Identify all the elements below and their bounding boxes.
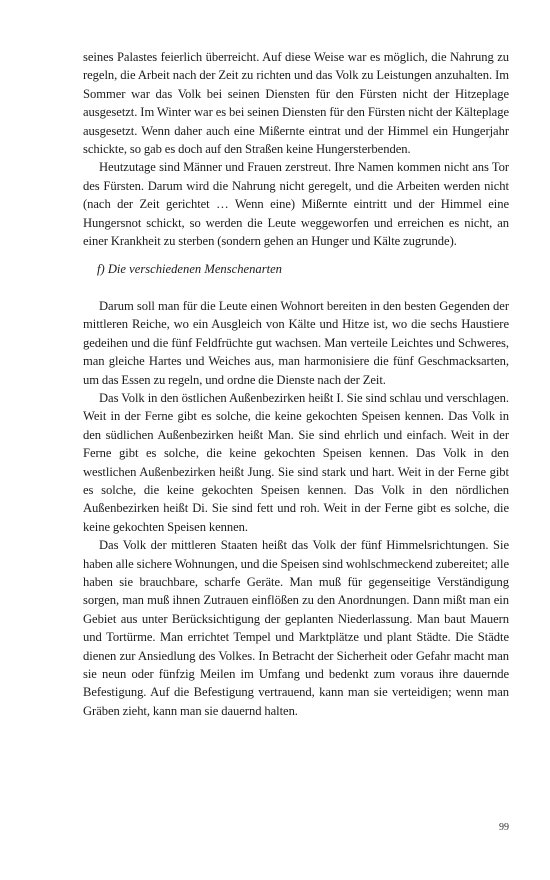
- paragraph: Das Volk der mittleren Staaten heißt das Volk der fünf Himmelsrichtungen. Sie haben alle sichere Wohnungen, und die Speisen sind wohlschmeckend zubereitet; alle haben sie brauchbare, scharfe Geräte. Man muß für gegenseitige Verständigung sorgen, man muß ihnen Zutrauen einflößen zu den Anordnungen. Dann mißt man ein Gebiet aus unter Berücksichtigung der geplanten Niederlassung. Man baut Mauern und Tortürme. Man errichtet Tempel und Marktplätze und plant Städte. Die Städte dienen zur Ansiedlung des Volkes. In Betracht der Sicherheit oder Gefahr macht man sie neun oder fünfzig Meilen im Umfang und bedenkt zum voraus ihre dauernde Befestigung. Auf die Befestigung vertrauend, kann man sie verteidigen; wenn man Gräben zieht, kann man sie dauernd halten.: [83, 538, 509, 718]
- page-body: [83, 48, 509, 720]
- paragraph: Das Volk in den östlichen Außenbezirken heißt I. Sie sind schlau und verschlagen. Weit in der Ferne gibt es solche, die keine gekochten Speisen kennen. Das Volk in den südlichen Außenbezirken heißt Man. Sie sind ehrlich und einfach. Weit in der Ferne gibt es solche, die keine gekochten Speisen kennen. Das Volk in den westlichen Außenbezirken heißt Jung. Sie sind stark und hart. Weit in der Ferne gibt es solche, die keine gekochten Speisen kennen. Das Volk in den nördlichen Außenbezirken heißt Di. Sie sind fett und roh. Weit in der Ferne gibt es solche, die keine gekochten Speisen kennen.: [83, 390, 509, 534]
- paragraph: Heutzutage sind Männer und Frauen zerstreut. Ihre Namen kommen nicht ans Tor des Fürsten. Darum wird die Nahrung nicht geregelt, und die Arbeiten werden nicht (nach der Zeit gerichtet … Wenn eine) Mißernte eintritt und der Himmel eine Hungersnot schickt, so werden die Leute weggeworfen und erreichen es nicht, an einer Krankheit zu sterben (sondern gehen an Hunger und Kälte zugrunde).: [83, 160, 509, 249]
- page-number: 99: [499, 822, 509, 833]
- paragraph: Darum soll man für die Leute einen Wohnort bereiten in den besten Gegenden der mittleren Reiche, wo ein Ausgleich von Kälte und Hitze ist, wo die sechs Haustiere gedeihen und die fünf Feldfrüchte gut wachsen. Man verteile Leichtes und Schweres, man gleiche Hartes und Weiches aus, man harmonisiere die fünf Geschmacksarten, um das Essen zu regeln, und ordne die Dienste nach der Zeit.: [83, 298, 509, 387]
- paragraph-continued: seines Palastes feierlich überreicht. Auf diese Weise war es möglich, die Nahrung zu regeln, die Arbeit nach der Zeit zu richten und das Volk zu Leistungen anzuhalten. Im Sommer war das Volk bei seinen Diensten für den Fürsten nicht der Hitzeplage ausgesetzt. Im Winter war es bei seinen Diensten für den Fürsten nicht der Kälteplage ausgesetzt. Wenn daher auch eine Mißernte eintrat und der Himmel ein Hungerjahr schickte, so gab es doch auf den Straßen keine Hungersterbenden.: [83, 50, 509, 157]
- section-heading: f) Die verschiedenen Menschenarten: [97, 262, 282, 277]
